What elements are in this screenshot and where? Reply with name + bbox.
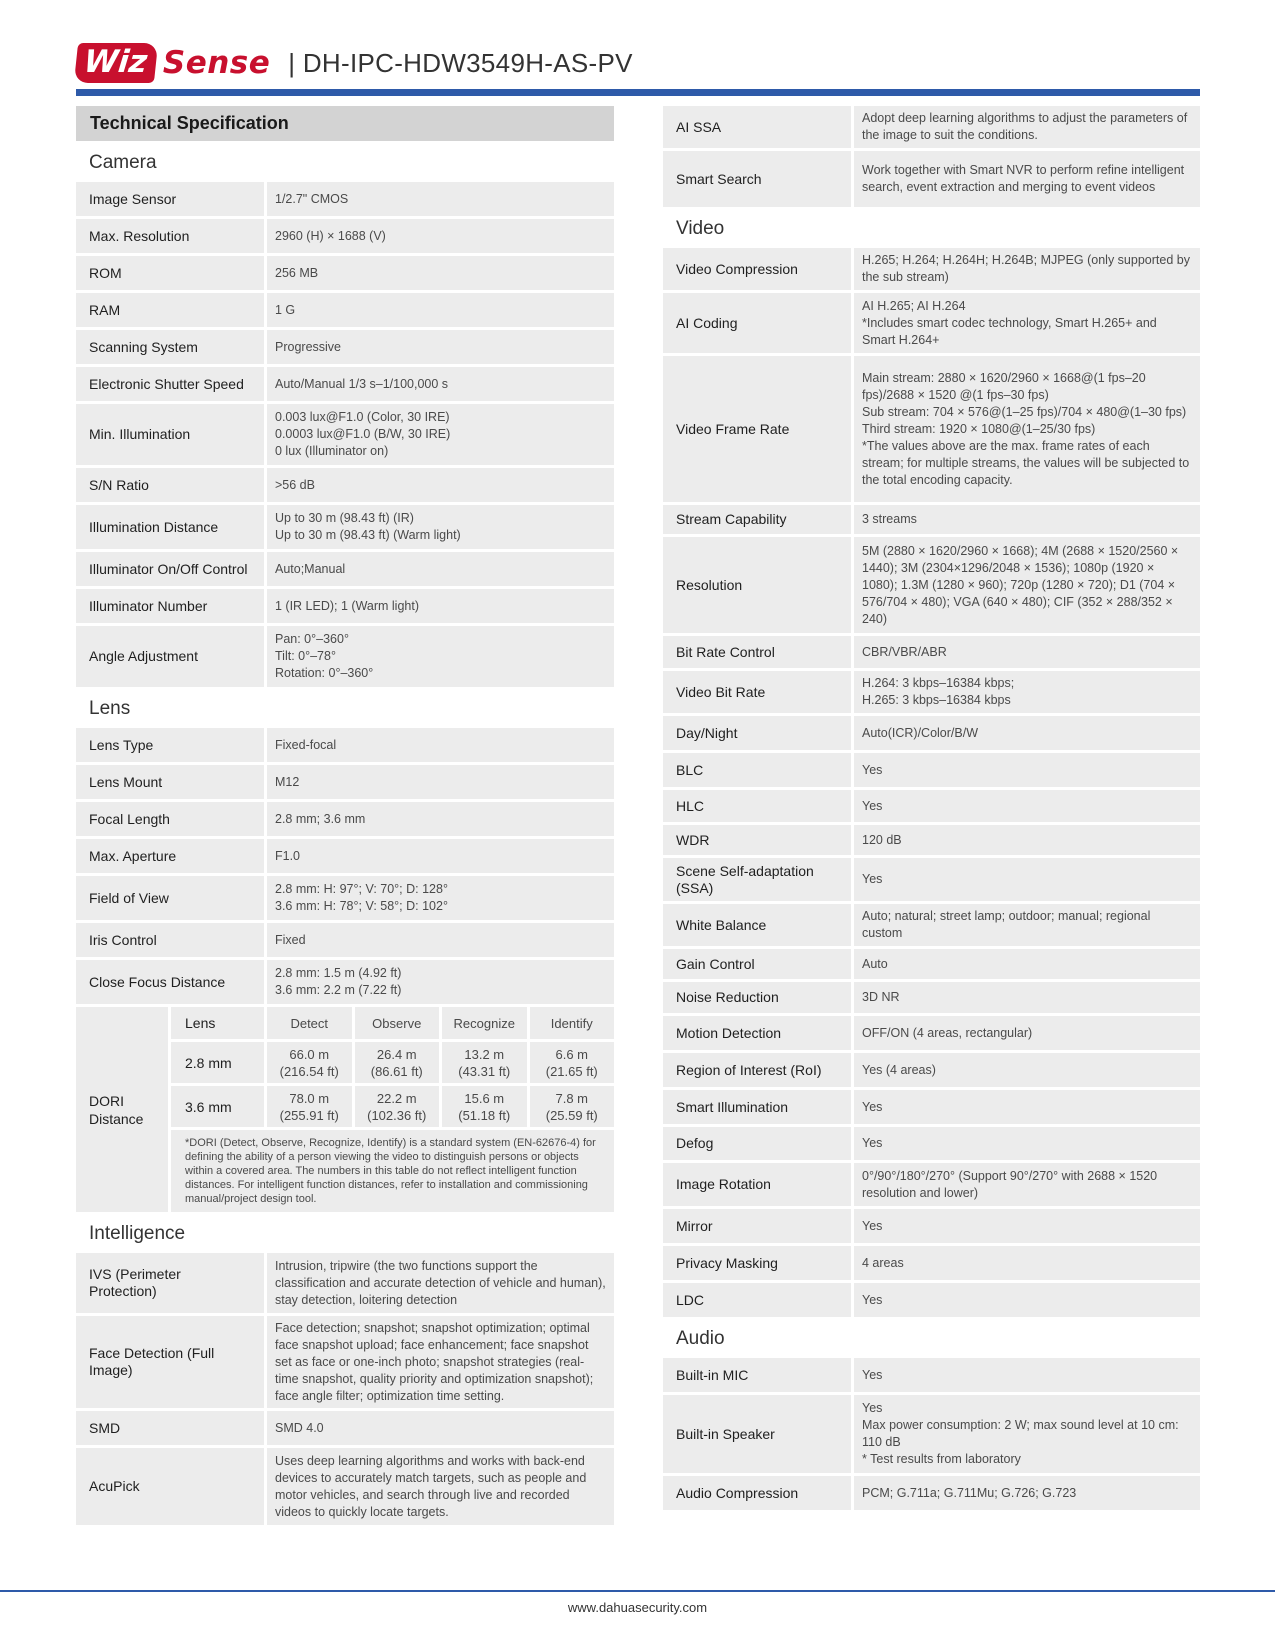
spec-label: Noise Reduction — [663, 982, 851, 1013]
spec-value: 0°/90°/180°/270° (Support 90°/270° with 2688 × 1520 resolution and lower) — [854, 1163, 1200, 1206]
spec-value: 2.8 mm: 1.5 m (4.92 ft) 3.6 mm: 2.2 m (7.22 ft) — [267, 960, 614, 1004]
spec-row — [663, 505, 1200, 534]
spec-row — [76, 876, 614, 920]
spec-label: Lens Mount — [76, 765, 264, 799]
spec-value: Auto/Manual 1/3 s–1/100,000 s — [267, 367, 614, 401]
spec-value: Auto; natural; street lamp; outdoor; manual; regional custom — [854, 904, 1200, 946]
right-column — [663, 106, 1200, 1513]
spec-label: Max. Aperture — [76, 839, 264, 873]
spec-row — [663, 356, 1200, 502]
spec-row — [76, 839, 614, 873]
spec-value: Yes — [854, 1090, 1200, 1124]
spec-label: Gain Control — [663, 949, 851, 979]
spec-label: S/N Ratio — [76, 468, 264, 502]
spec-label: Audio Compression — [663, 1476, 851, 1510]
spec-value: Yes Max power consumption: 2 W; max sound level at 10 cm: 110 dB * Test results from laboratory — [854, 1395, 1200, 1473]
spec-row — [76, 182, 614, 216]
dori-body — [171, 1007, 614, 1212]
intelligence-table — [76, 1253, 614, 1525]
dori-cell: 22.2 m (102.36 ft) — [355, 1086, 440, 1127]
spec-row — [663, 1016, 1200, 1050]
spec-label: Scanning System — [76, 330, 264, 364]
dori-cell: 66.0 m (216.54 ft) — [267, 1042, 352, 1083]
spec-label: Illuminator Number — [76, 589, 264, 623]
spec-label: Image Sensor — [76, 182, 264, 216]
spec-label: Iris Control — [76, 923, 264, 957]
spec-value: Main stream: 2880 × 1620/2960 × 1668@(1 fps–20 fps)/2688 × 1520 @(1 fps–30 fps) Sub stream: 704 × 576@(1–25 fps)/704 × 480@(1–30 fps) Third stream: 1920 × 1080@(1–25/30 fps) *The values above are the max. frame rates of each stream; for multiple streams, the values will be subjected to the total encoding capacity. — [854, 356, 1200, 502]
dori-header-cell: Lens — [171, 1007, 264, 1039]
dori-header-cell: Observe — [355, 1007, 440, 1039]
logo-sense-text: Sense — [162, 45, 271, 81]
spec-row — [76, 404, 614, 465]
spec-value: 0.003 lux@F1.0 (Color, 30 IRE) 0.0003 lux@F1.0 (B/W, 30 IRE) 0 lux (Illuminator on) — [267, 404, 614, 465]
dori-cell: 26.4 m (86.61 ft) — [355, 1042, 440, 1083]
dori-lens-cell: 3.6 mm — [171, 1086, 264, 1127]
section-video: Video — [676, 218, 725, 239]
dori-cell: 7.8 m (25.59 ft) — [530, 1086, 615, 1127]
spec-row — [76, 1253, 614, 1313]
section-camera: Camera — [89, 152, 157, 173]
spec-label: Smart Illumination — [663, 1090, 851, 1124]
spec-value: M12 — [267, 765, 614, 799]
tech-spec-title: Technical Specification — [76, 106, 614, 141]
spec-row — [663, 537, 1200, 633]
spec-row — [663, 1090, 1200, 1124]
spec-row — [76, 802, 614, 836]
spec-value: Face detection; snapshot; snapshot optimization; optimal face snapshot upload; face enhancement; face snapshot set as face or one-inch photo; snapshot strategies (real-time snapshot, quality priority and optimization snapshot); face angle filter; optimization time setting. — [267, 1316, 614, 1408]
audio-table — [663, 1358, 1200, 1510]
spec-label: WDR — [663, 825, 851, 855]
spec-value: 4 areas — [854, 1246, 1200, 1280]
section-intelligence: Intelligence — [89, 1223, 186, 1244]
spec-value: Uses deep learning algorithms and works with back-end devices to accurately match targets, such as people and motor vehicles, and search through live and recorded videos to quickly locate targets. — [267, 1448, 614, 1525]
footer-rule — [0, 1590, 1275, 1592]
spec-label: Stream Capability — [663, 505, 851, 534]
spec-label: Built-in Speaker — [663, 1395, 851, 1473]
spec-row — [76, 728, 614, 762]
header-rule — [76, 89, 1200, 96]
spec-value: Yes — [854, 790, 1200, 822]
spec-label: Built-in MIC — [663, 1358, 851, 1392]
spec-label: HLC — [663, 790, 851, 822]
spec-row — [76, 1448, 614, 1525]
spec-row — [76, 960, 614, 1004]
spec-label: BLC — [663, 753, 851, 787]
spec-row — [76, 552, 614, 586]
spec-value: 1 G — [267, 293, 614, 327]
camera-table — [76, 182, 614, 687]
spec-row — [76, 626, 614, 687]
spec-row — [76, 589, 614, 623]
spec-label: Electronic Shutter Speed — [76, 367, 264, 401]
wizsense-logo — [76, 43, 270, 83]
dori-row — [171, 1086, 614, 1127]
dori-row — [171, 1042, 614, 1083]
spec-label: Image Rotation — [663, 1163, 851, 1206]
video-table — [663, 248, 1200, 1317]
page-header — [76, 38, 633, 88]
dori-note: *DORI (Detect, Observe, Recognize, Identify) is a standard system (EN-62676-4) for defining the ability of a person viewing the video to distinguish persons or objects within a covered area. The numbers in this table do not reflect intelligent function distances. For intelligent function distances, refer to installation and commissioning manual/project design tool. — [171, 1130, 614, 1212]
spec-value: 5M (2880 × 1620/2960 × 1668); 4M (2688 × 1520/2560 × 1440); 3M (2304×1296/2048 × 1536); 1080p (1920 × 1080); 1.3M (1280 × 960); 720p (1280 × 720); D1 (704 × 576/704 × 480); VGA (640 × 480); CIF (352 × 288/352 × 240) — [854, 537, 1200, 633]
dori-header-row — [171, 1007, 614, 1039]
spec-row — [76, 1411, 614, 1445]
spec-label: Scene Self-adaptation (SSA) — [663, 858, 851, 901]
spec-row — [663, 858, 1200, 901]
spec-value: Work together with Smart NVR to perform refine intelligent search, event extraction and merging to event videos — [854, 151, 1200, 207]
spec-value: Pan: 0°–360° Tilt: 0°–78° Rotation: 0°–360° — [267, 626, 614, 687]
dori-cell: 13.2 m (43.31 ft) — [442, 1042, 527, 1083]
spec-label: Focal Length — [76, 802, 264, 836]
spec-row — [76, 1316, 614, 1408]
spec-label: AcuPick — [76, 1448, 264, 1525]
section-lens: Lens — [89, 698, 131, 719]
spec-value: Yes — [854, 1283, 1200, 1317]
spec-row — [76, 219, 614, 253]
spec-label: ROM — [76, 256, 264, 290]
spec-label: Max. Resolution — [76, 219, 264, 253]
dori-cell: 78.0 m (255.91 ft) — [267, 1086, 352, 1127]
spec-row — [663, 151, 1200, 207]
spec-label: White Balance — [663, 904, 851, 946]
dori-header-cell: Recognize — [442, 1007, 527, 1039]
spec-label: Field of View — [76, 876, 264, 920]
spec-row — [663, 825, 1200, 855]
spec-value: Fixed — [267, 923, 614, 957]
spec-row — [76, 923, 614, 957]
spec-row — [663, 949, 1200, 979]
spec-row — [663, 106, 1200, 148]
spec-value: 2.8 mm; 3.6 mm — [267, 802, 614, 836]
section-audio: Audio — [676, 1328, 725, 1349]
spec-value: Intrusion, tripwire (the two functions support the classification and accurate detection of vehicle and human), stay detection, loitering detection — [267, 1253, 614, 1313]
dori-table — [76, 1007, 614, 1212]
spec-row — [663, 716, 1200, 750]
spec-value: AI H.265; AI H.264 *Includes smart codec technology, Smart H.265+ and Smart H.264+ — [854, 293, 1200, 353]
spec-value: >56 dB — [267, 468, 614, 502]
spec-label: Bit Rate Control — [663, 636, 851, 668]
spec-label: Video Compression — [663, 248, 851, 290]
spec-label: Close Focus Distance — [76, 960, 264, 1004]
spec-value: 2960 (H) × 1688 (V) — [267, 219, 614, 253]
spec-label: Min. Illumination — [76, 404, 264, 465]
spec-value: Auto — [854, 949, 1200, 979]
spec-label: LDC — [663, 1283, 851, 1317]
spec-label: Illuminator On/Off Control — [76, 552, 264, 586]
spec-row — [663, 790, 1200, 822]
spec-row — [663, 293, 1200, 353]
spec-value: Yes — [854, 753, 1200, 787]
spec-row — [663, 671, 1200, 713]
spec-row — [663, 1358, 1200, 1392]
spec-value: 3 streams — [854, 505, 1200, 534]
spec-value: Progressive — [267, 330, 614, 364]
dori-label: DORI Distance — [76, 1007, 168, 1212]
spec-label: Video Frame Rate — [663, 356, 851, 502]
intelligence-continued-table — [663, 106, 1200, 207]
spec-label: AI SSA — [663, 106, 851, 148]
spec-row — [663, 1476, 1200, 1510]
spec-label: SMD — [76, 1411, 264, 1445]
spec-value: Adopt deep learning algorithms to adjust the parameters of the image to suit the conditions. — [854, 106, 1200, 148]
spec-label: Face Detection (Full Image) — [76, 1316, 264, 1408]
spec-label: Illumination Distance — [76, 505, 264, 549]
spec-value: H.264: 3 kbps–16384 kbps; H.265: 3 kbps–16384 kbps — [854, 671, 1200, 713]
spec-row — [76, 367, 614, 401]
spec-value: Yes (4 areas) — [854, 1053, 1200, 1087]
spec-row — [663, 1395, 1200, 1473]
spec-label: Resolution — [663, 537, 851, 633]
dori-cell: 6.6 m (21.65 ft) — [530, 1042, 615, 1083]
spec-value: Yes — [854, 858, 1200, 901]
spec-value: CBR/VBR/ABR — [854, 636, 1200, 668]
dori-header-cell: Identify — [530, 1007, 615, 1039]
spec-value: 1 (IR LED); 1 (Warm light) — [267, 589, 614, 623]
spec-value: SMD 4.0 — [267, 1411, 614, 1445]
spec-value: Auto(ICR)/Color/B/W — [854, 716, 1200, 750]
spec-value: 3D NR — [854, 982, 1200, 1013]
dori-header-cell: Detect — [267, 1007, 352, 1039]
spec-row — [663, 904, 1200, 946]
spec-value: F1.0 — [267, 839, 614, 873]
spec-row — [663, 1246, 1200, 1280]
spec-row — [663, 1283, 1200, 1317]
spec-value: Up to 30 m (98.43 ft) (IR) Up to 30 m (98.43 ft) (Warm light) — [267, 505, 614, 549]
spec-row — [76, 468, 614, 502]
spec-value: Yes — [854, 1209, 1200, 1243]
spec-value: Fixed-focal — [267, 728, 614, 762]
footer-url[interactable]: www.dahuasecurity.com — [567, 1600, 708, 1615]
spec-row — [663, 636, 1200, 668]
spec-row — [663, 1163, 1200, 1206]
lens-table — [76, 728, 614, 1004]
spec-row — [76, 330, 614, 364]
logo-wiz-text: Wiz — [74, 43, 158, 83]
spec-row — [76, 505, 614, 549]
spec-label: IVS (Perimeter Protection) — [76, 1253, 264, 1313]
spec-label: Privacy Masking — [663, 1246, 851, 1280]
spec-value: Yes — [854, 1358, 1200, 1392]
left-column — [76, 106, 614, 1528]
model-title: | DH-IPC-HDW3549H-AS-PV — [288, 47, 633, 78]
spec-value: 2.8 mm: H: 97°; V: 70°; D: 128° 3.6 mm: H: 78°; V: 58°; D: 102° — [267, 876, 614, 920]
spec-row — [663, 1127, 1200, 1160]
spec-value: 256 MB — [267, 256, 614, 290]
spec-label: Angle Adjustment — [76, 626, 264, 687]
spec-row — [76, 293, 614, 327]
spec-value: Yes — [854, 1127, 1200, 1160]
spec-label: Day/Night — [663, 716, 851, 750]
spec-value: OFF/ON (4 areas, rectangular) — [854, 1016, 1200, 1050]
spec-row — [663, 1209, 1200, 1243]
spec-row — [663, 753, 1200, 787]
spec-row — [76, 256, 614, 290]
dori-lens-cell: 2.8 mm — [171, 1042, 264, 1083]
spec-row — [76, 765, 614, 799]
spec-row — [663, 982, 1200, 1013]
dori-cell: 15.6 m (51.18 ft) — [442, 1086, 527, 1127]
spec-label: Region of Interest (RoI) — [663, 1053, 851, 1087]
spec-value: Auto;Manual — [267, 552, 614, 586]
spec-label: Lens Type — [76, 728, 264, 762]
spec-label: Motion Detection — [663, 1016, 851, 1050]
spec-label: Video Bit Rate — [663, 671, 851, 713]
spec-value: PCM; G.711a; G.711Mu; G.726; G.723 — [854, 1476, 1200, 1510]
spec-value: 1/2.7" CMOS — [267, 182, 614, 216]
spec-row — [663, 248, 1200, 290]
spec-value: H.265; H.264; H.264H; H.264B; MJPEG (only supported by the sub stream) — [854, 248, 1200, 290]
spec-label: Defog — [663, 1127, 851, 1160]
spec-label: Mirror — [663, 1209, 851, 1243]
spec-label: RAM — [76, 293, 264, 327]
spec-label: Smart Search — [663, 151, 851, 207]
spec-row — [663, 1053, 1200, 1087]
spec-value: 120 dB — [854, 825, 1200, 855]
spec-label: AI Coding — [663, 293, 851, 353]
